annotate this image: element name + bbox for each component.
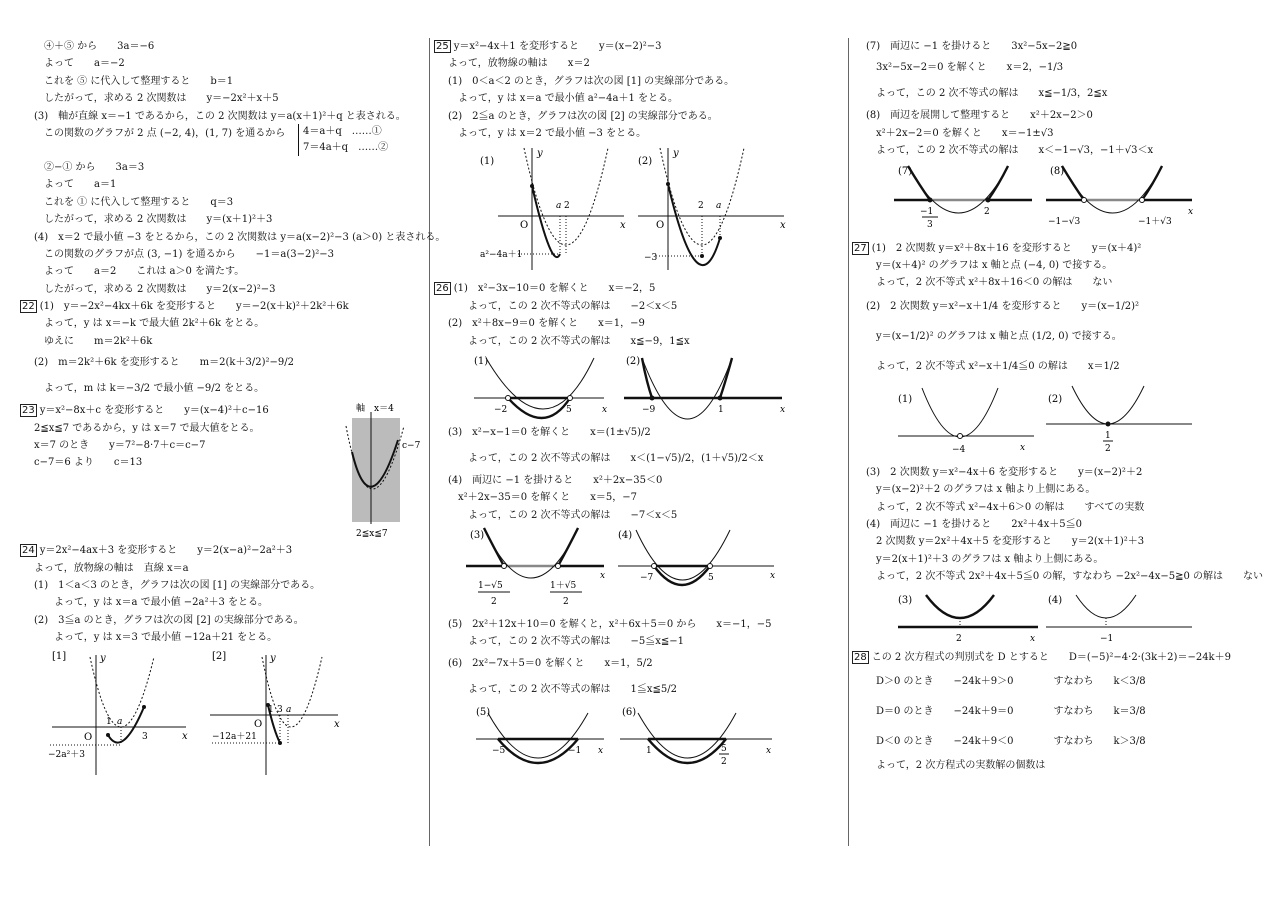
problem-number: 23 <box>22 405 35 417</box>
root-label-denominator: 2 <box>491 597 497 608</box>
parabola <box>1076 595 1136 618</box>
text-line: よって，2 次不等式 x²＋8x＋16＜0 の解は ない <box>876 277 1113 289</box>
graph-26-3 <box>464 524 624 616</box>
value-label: c−7 <box>402 441 421 452</box>
graphs-7-8 <box>852 160 1267 240</box>
text-line: (3) x²−x−1＝0 を解くと x＝(1±√5)/2 <box>448 426 651 438</box>
text-line: (4) x＝2 で最小値 −3 をとるから，この 2 次関数は y＝a(x−2)²−3 (a＞0) と表される。 <box>34 231 446 243</box>
equation-2: 7＝4a＋q ……② <box>303 141 389 153</box>
text-line: よって，この 2 次不等式の解は x＜−1−√3，−1＋√3＜x <box>876 145 1154 157</box>
x-label: x <box>600 571 606 582</box>
graph-label: (1) <box>474 355 489 367</box>
root-label: −1−√3 <box>1048 216 1081 227</box>
graph-26-2 <box>622 350 792 420</box>
problem-24-figures <box>20 647 425 781</box>
endpoint <box>530 184 534 188</box>
text-line: (2) 3≦a のとき，グラフは次の図 [2] の実線部分である。 <box>34 614 304 626</box>
graph-26-1 <box>464 350 614 420</box>
x-label: x <box>334 718 340 730</box>
text: y＝x²−4x＋1 を変形すると y＝(x−2)²−3 <box>453 41 662 52</box>
text-line: よって，m は k＝−3/2 で最小値 −9/2 をとる。 <box>44 383 265 395</box>
origin-label: O <box>656 220 665 232</box>
text-line: この関数のグラフが点 (3, −1) を通るから −1＝a(3−2)²−3 <box>44 248 334 260</box>
text-line: 2≦x≦7 であるから，y は x＝7 で最大値をとる。 <box>34 422 260 434</box>
open-point <box>506 395 511 400</box>
graph-27-4 <box>1042 585 1202 649</box>
text: (1) x²−3x−10＝0 を解くと x＝−2，5 <box>453 283 656 295</box>
root-label-denominator: 3 <box>927 219 933 230</box>
tick-label: 1 <box>106 716 112 727</box>
solution-region <box>654 566 710 585</box>
problem-number: 26 <box>436 283 449 295</box>
text: (1) 2 次関数 y＝x²＋8x＋16 を変形すると y＝(x＋4)² <box>871 242 1142 254</box>
problem-number: 25 <box>436 41 449 52</box>
root-label: 1 <box>718 404 724 415</box>
text-line: ④＋⑤ から 3a＝−6 <box>44 41 155 52</box>
closed-point <box>1106 421 1111 426</box>
text-line: (2) m＝2k²＋6k を変形すると m＝2(k＋3/2)²−9/2 <box>34 357 294 369</box>
text-line: よって，この 2 次不等式の解は −5≦x≦−1 <box>468 636 685 648</box>
root-label-denominator: 2 <box>563 597 569 608</box>
graph-label: (4) <box>1048 595 1063 607</box>
parabola-range-figure <box>340 402 425 542</box>
value-label: −3 <box>644 253 658 264</box>
x-label: x <box>1020 442 1026 453</box>
open-point <box>708 564 713 569</box>
problem-26-header <box>434 280 844 297</box>
text-line: y＝(x−2)²＋2 のグラフは x 軸より上側にある。 <box>876 484 1096 496</box>
text-line: よって，2 次不等式 x²−4x＋6＞0 の解は すべての実数 <box>876 501 1145 513</box>
graph-8 <box>1042 160 1212 240</box>
text-line: (5) 2x²＋12x＋10＝0 を解くと，x²＋6x＋5＝0 から x＝−1，−5 <box>448 619 772 631</box>
text-line: (4) 両辺に −1 を掛けると 2x²＋4x＋5≦0 <box>866 518 1083 530</box>
x-label: x <box>182 730 188 742</box>
text-line: x²＋2x−35＝0 を解くと x＝5，−7 <box>458 492 638 504</box>
figure-25-1 <box>474 142 634 276</box>
column-divider-2 <box>848 38 849 846</box>
solution-region <box>558 528 578 566</box>
text-line: したがって，求める 2 次関数は y＝(x＋1)²＋3 <box>44 214 273 226</box>
root-label: 2 <box>984 206 990 217</box>
text-line: 2 次関数 y＝2x²＋4x＋5 を変形すると y＝2(x＋1)²＋3 <box>876 536 1145 548</box>
y-label: y <box>673 148 679 160</box>
y-label: y <box>270 652 276 664</box>
origin-label: O <box>254 718 263 730</box>
y-label: y <box>537 148 543 160</box>
parabola-dashed <box>660 148 744 245</box>
text: この 2 次方程式の判別式を D とすると D＝(−5)²−4·2·(3k＋2)＝−24k＋9 <box>871 652 1231 664</box>
x-label: x <box>780 220 786 232</box>
root-label: −2 <box>494 404 508 415</box>
text-line: よって a＝1 <box>44 179 117 191</box>
open-point <box>556 564 561 569</box>
text-line: これを ① に代入して整理すると q＝3 <box>44 196 234 208</box>
endpoint <box>106 733 110 737</box>
text-line: (3) 軸が直線 x＝−1 であるから，この 2 次関数は y＝a(x＋1)²＋q と表される。 <box>34 110 406 122</box>
text-line: よって，この 2 次不等式の解は −7＜x＜5 <box>468 509 678 521</box>
open-point <box>1082 197 1087 202</box>
text-line: (1) 0＜a＜2 のとき，グラフは次の図 [1] の実線部分である。 <box>448 75 735 87</box>
text-line: よって，y は x＝a で最小値 −2a²＋3 をとる。 <box>54 597 269 609</box>
text-line: よって，放物線の軸は 直線 x＝a <box>34 562 189 574</box>
problem-26-graphs-3-4 <box>434 524 844 616</box>
parabola-solution <box>926 595 994 618</box>
figure-25-2 <box>634 142 794 276</box>
solution-region <box>988 166 1008 200</box>
tick-label: 1 <box>268 704 274 715</box>
text-line: よって，この 2 次不等式の解は x≦−1/3，2≦x <box>876 88 1108 100</box>
value-label: a²−4a＋1 <box>480 250 523 261</box>
graph-26-6 <box>616 703 776 777</box>
solution-region <box>720 358 732 398</box>
text: (1) y＝−2x²−4kx＋6k を変形すると y＝−2(x＋k)²＋2k²＋6k <box>39 301 349 313</box>
x-label: x <box>598 745 604 756</box>
root-label: 5 <box>566 404 572 415</box>
problem-27-graphs-1-2 <box>852 382 1267 464</box>
text-line: ゆえに m＝2k²＋6k <box>44 335 153 347</box>
root-label-denominator: 2 <box>1105 443 1111 454</box>
problem-25-header <box>434 38 844 55</box>
tick-label: 3 <box>142 731 148 742</box>
text-line: (2) x²＋8x−9＝0 を解くと x＝1，−9 <box>448 318 645 330</box>
x-label: x <box>620 220 626 232</box>
graph-label: (3) <box>470 530 485 542</box>
text-line: (6) 2x²−7x＋5＝0 を解くと x＝1，5/2 <box>448 657 653 669</box>
text-line: よって，y は x＝3 で最小値 −12a＋21 をとる。 <box>54 632 278 644</box>
problem-26-graphs-5-6 <box>434 703 844 777</box>
text-line: 3x²−5x−2＝0 を解くと x＝2，−1/3 <box>876 62 1064 74</box>
solution-region <box>508 398 570 418</box>
graph-27-2 <box>1042 382 1202 464</box>
root-label-denominator: 2 <box>721 756 727 767</box>
figure-label: (1) <box>480 156 495 168</box>
text-line: (1) 1＜a＜3 のとき，グラフは次の図 [1] の実線部分である。 <box>34 580 321 592</box>
text-line: よって，2 次不等式 x²−x＋1/4≦0 の解は x＝1/2 <box>876 360 1120 372</box>
solution-region <box>484 528 504 566</box>
text-line: x＝7 のとき y＝7²−8·7＋c＝c−7 <box>34 440 206 452</box>
vertex-x-label: 2 <box>956 634 962 645</box>
tick-label: 3 <box>277 704 283 715</box>
text-line: c−7＝6 より c＝13 <box>34 457 143 469</box>
graph-27-1 <box>892 382 1042 464</box>
text-line: よって，y は x＝2 で最小値 −3 をとる。 <box>458 127 647 139</box>
open-point <box>958 433 963 438</box>
parabola <box>486 358 594 409</box>
open-point <box>568 395 573 400</box>
text-line: y＝(x＋4)² のグラフは x 軸と点 (−4, 0) で接する。 <box>876 259 1113 271</box>
graph-label: (3) <box>898 595 913 607</box>
x-label: x <box>766 745 772 756</box>
tick-label: a <box>286 704 292 715</box>
text-line: よって，y は x＝−k で最大値 2k²＋6k をとる。 <box>44 318 265 330</box>
closed-point <box>986 197 991 202</box>
problem-23 <box>20 402 425 542</box>
figure-label: (2) <box>638 156 653 168</box>
x-label: x <box>602 404 608 415</box>
graph-label: (8) <box>1050 165 1065 177</box>
text-line: (8) 両辺を展開して整理すると x²＋2x−2＞0 <box>866 110 1093 122</box>
column-3 <box>852 38 1267 774</box>
text-line: ②−① から 3a＝3 <box>44 161 145 173</box>
problem-22-header <box>20 298 425 315</box>
text-line: よって a＝−2 <box>44 58 125 70</box>
root-label: 5 <box>708 573 714 584</box>
root-label: −1 <box>568 745 582 756</box>
problem-24-header <box>20 542 425 559</box>
solution-region <box>648 739 726 763</box>
closed-point <box>650 395 655 400</box>
origin-label: O <box>84 731 93 743</box>
problem-26-graphs-1-2 <box>434 350 844 420</box>
text-line: (3) 2 次関数 y＝x²−4x＋6 を変形すると y＝(x−2)²＋2 <box>866 466 1143 478</box>
text-line: D＝0 のとき −24k＋9＝0 すなわち k＝3/8 <box>876 705 1146 717</box>
solution-region <box>498 739 578 763</box>
root-label: −1 <box>920 206 934 217</box>
open-point <box>652 564 657 569</box>
text-line: y＝(x−1/2)² のグラフは x 軸と点 (1/2, 0) で接する。 <box>876 330 1122 342</box>
text-line: これを ⑤ に代入して整理すると b＝1 <box>44 75 234 87</box>
problem-28-header <box>852 649 1267 666</box>
text-line: したがって，求める 2 次関数は y＝2(x−2)²−3 <box>44 283 276 295</box>
text-line-with-system <box>20 125 425 159</box>
range-label: 2≦x≦7 <box>356 529 388 540</box>
root-label: −1＋√3 <box>1138 216 1172 227</box>
root-label: −9 <box>642 404 656 415</box>
equation-system <box>298 124 388 156</box>
graph-label: (4) <box>618 530 633 542</box>
figure-label: [2] <box>212 650 227 662</box>
text-line: よって，この 2 次不等式の解は 1≦x≦5/2 <box>468 683 677 695</box>
column-divider-1 <box>429 38 430 846</box>
axis-label: 軸 x＝4 <box>356 404 394 415</box>
x-label: x <box>770 571 776 582</box>
text-line: よって，y は x＝a で最小値 a²−4a＋1 をとる。 <box>458 93 678 105</box>
text-line: (2) 2≦a のとき，グラフは次の図 [2] の実線部分である。 <box>448 110 718 122</box>
text-line: よって，この 2 次不等式の解は x＜(1−√5)/2，(1＋√5)/2＜x <box>468 452 764 464</box>
text-line: x²＋2x−2＝0 を解くと x＝−1±√3 <box>876 127 1054 139</box>
endpoint <box>142 705 146 709</box>
value-label: −12a＋21 <box>212 731 257 742</box>
equation-1: 4＝a＋q ……① <box>303 125 382 137</box>
graph-label: (5) <box>476 706 491 718</box>
tick-label: a <box>716 201 722 212</box>
parabola <box>922 388 998 437</box>
text-line: よって，2 次不等式 2x²＋4x＋5≦0 の解，すなわち −2x²−4x−5≧0 の解は ない <box>876 571 1264 583</box>
tick-label: 2 <box>564 201 570 212</box>
text-line: D＜0 のとき −24k＋9＜0 すなわち k＞3/8 <box>876 735 1146 747</box>
tick-label: a <box>556 201 562 212</box>
text-line: y＝2(x＋1)²＋3 のグラフは x 軸より上側にある。 <box>876 553 1104 565</box>
closed-point <box>928 197 933 202</box>
text-line: よって，2 次方程式の実数解の個数は <box>876 759 1046 771</box>
y-label: y <box>100 652 106 664</box>
text-line: よって，放物線の軸は x＝2 <box>448 58 590 70</box>
text-line: (7) 両辺に −1 を掛けると 3x²−5x−2≧0 <box>866 41 1078 52</box>
root-label: −4 <box>952 444 966 455</box>
graph-label: (2) <box>1048 393 1063 405</box>
x-label: x <box>1188 206 1194 217</box>
text-line: したがって，求める 2 次関数は y＝−2x²＋x＋5 <box>44 93 279 105</box>
problem-number: 28 <box>854 652 867 664</box>
solution-region <box>1062 166 1084 200</box>
graph-label: (1) <box>898 393 913 405</box>
origin-label: O <box>520 220 529 232</box>
root-label: 1−√5 <box>478 581 503 592</box>
text-line: よって，この 2 次不等式の解は x≦−9，1≦x <box>468 335 690 347</box>
root-label: 1＋√5 <box>550 581 577 592</box>
open-point <box>1140 197 1145 202</box>
root-label: 5 <box>721 743 727 754</box>
shaded-region <box>352 418 400 522</box>
root-label: 1 <box>646 745 652 756</box>
text: この関数のグラフが 2 点 (−2, 4)，(1, 7) を通るから <box>44 127 286 139</box>
problem-27-graphs-3-4 <box>852 585 1267 649</box>
tick-label: 2 <box>698 201 704 212</box>
graph-label: (7) <box>898 165 913 177</box>
text: y＝2x²−4ax＋3 を変形すると y＝2(x−a)²−2a²＋3 <box>39 545 293 557</box>
text-line: よって a＝2 これは a＞0 を満たす。 <box>44 266 245 278</box>
root-label: −5 <box>492 745 506 756</box>
open-point <box>502 564 507 569</box>
problem-27-header <box>852 240 1267 257</box>
problem-25-figures <box>434 142 844 280</box>
graph-7 <box>882 160 1042 240</box>
graph-26-5 <box>464 703 614 777</box>
x-label: x <box>780 404 786 415</box>
figure-24-2 <box>210 647 370 777</box>
x-label: x <box>1030 634 1036 645</box>
figure-label: [1] <box>52 650 67 662</box>
parabola-dashed <box>524 148 608 245</box>
parabola <box>1072 386 1144 424</box>
endpoint <box>666 182 670 186</box>
graph-label: (6) <box>622 706 637 718</box>
graph-26-4 <box>614 524 784 616</box>
problem-number: 22 <box>22 301 35 313</box>
text-line: D＞0 のとき −24k＋9＞0 すなわち k＜3/8 <box>876 675 1146 687</box>
text-line: (4) 両辺に −1 を掛けると x²＋2x−35＜0 <box>448 474 663 486</box>
text-line: (2) 2 次関数 y＝x²−x＋1/4 を変形すると y＝(x−1/2)² <box>866 300 1140 312</box>
text: y＝x²−8x＋c を変形すると y＝(x−4)²＋c−16 <box>39 405 269 417</box>
parabola-solid <box>668 184 720 265</box>
text-line: よって，この 2 次不等式の解は −2＜x＜5 <box>468 300 678 312</box>
solution-region <box>908 166 930 200</box>
root-label: 1 <box>1105 430 1111 441</box>
problem-number: 27 <box>854 242 867 254</box>
solution-region <box>1142 166 1162 200</box>
root-label: −7 <box>640 573 654 584</box>
graph-27-3 <box>892 585 1042 649</box>
closed-point <box>718 395 723 400</box>
graph-label: (2) <box>626 355 641 367</box>
problem-number: 24 <box>22 545 35 557</box>
tick-label: a <box>117 716 123 727</box>
column-2 <box>434 38 844 777</box>
vertex-x-label: −1 <box>1100 634 1114 645</box>
figure-24-1 <box>36 647 206 777</box>
value-label: −2a²＋3 <box>48 749 85 760</box>
